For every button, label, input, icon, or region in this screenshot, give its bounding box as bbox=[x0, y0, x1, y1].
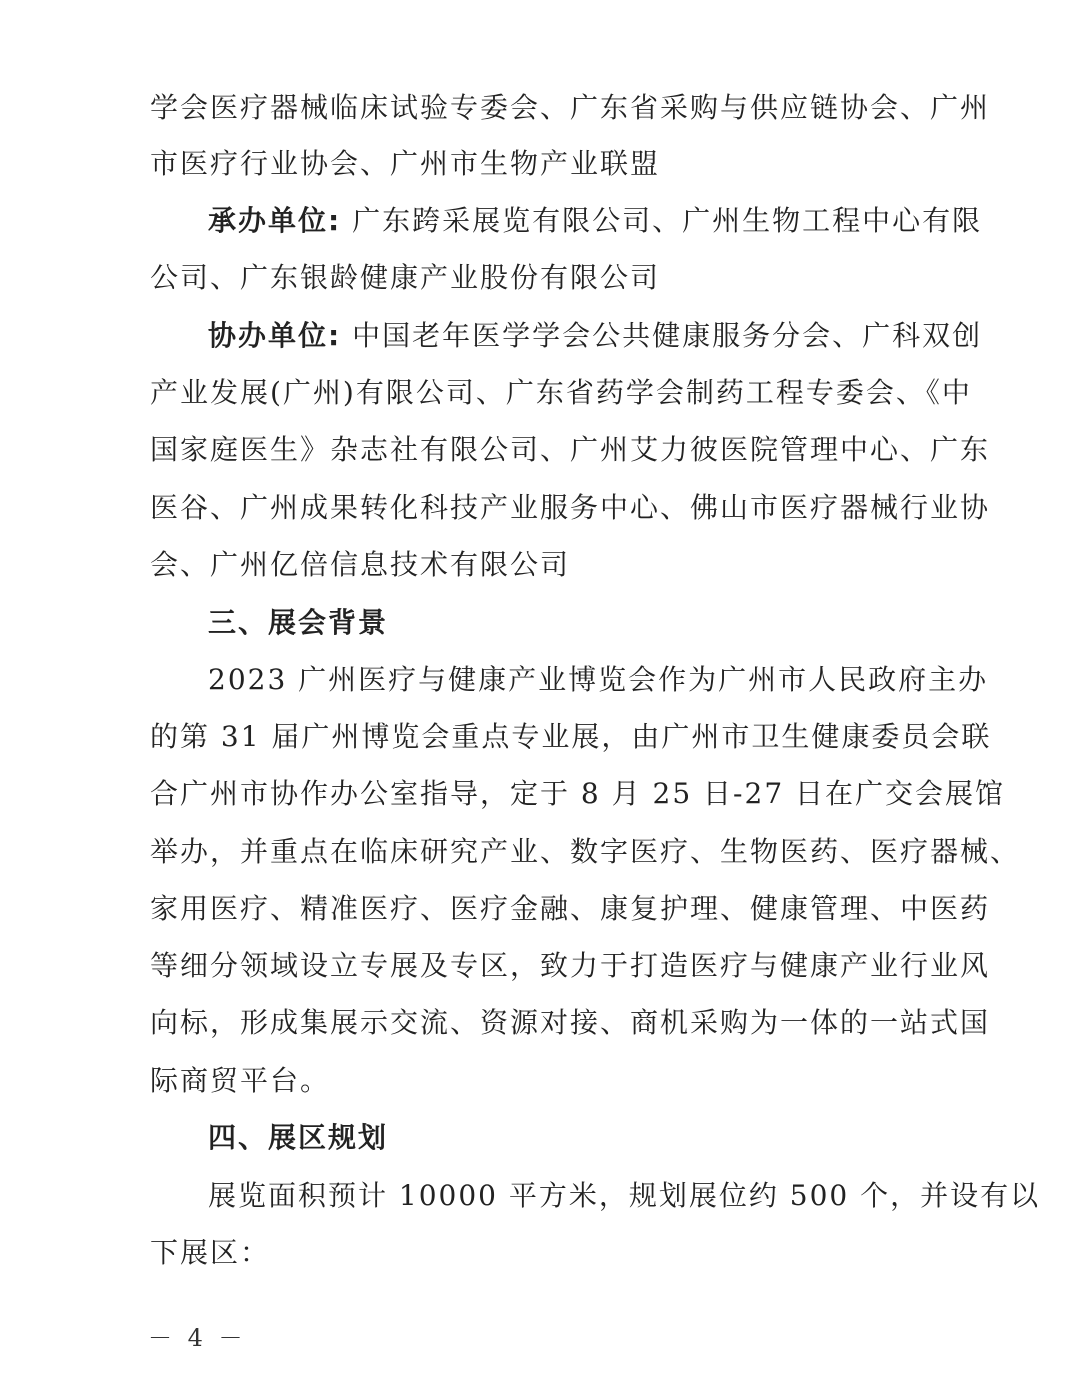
text-line: 举办，并重点在临床研究产业、数字医疗、生物医药、医疗器械、 bbox=[150, 835, 1021, 868]
text-line: 国家庭医生》杂志社有限公司、广州艾力彼医院管理中心、广东 bbox=[150, 433, 991, 466]
text-line: 会、广州亿倍信息技术有限公司 bbox=[150, 548, 571, 581]
organizer-label: 承办单位: bbox=[208, 204, 342, 237]
text-line: 产业发展(广州)有限公司、广东省药学会制药工程专委会、《中 bbox=[150, 376, 972, 409]
text-line: 展览面积预计 10000 平方米，规划展位约 500 个，并设有以 bbox=[208, 1179, 1041, 1212]
text-line: 等细分领域设立专展及专区，致力于打造医疗与健康产业行业风 bbox=[150, 949, 991, 982]
section-heading: 三、展会背景 bbox=[208, 606, 389, 639]
text-line: 的第 31 届广州博览会重点专业展，由广州市卫生健康委员会联 bbox=[150, 720, 992, 753]
text-line: 向标，形成集展示交流、资源对接、商机采购为一体的一站式国 bbox=[150, 1006, 991, 1039]
text-line: 学会医疗器械临床试验专委会、广东省采购与供应链协会、广州 bbox=[150, 91, 991, 124]
text-line: 下展区： bbox=[150, 1236, 271, 1269]
text-line: 际商贸平台。 bbox=[150, 1064, 331, 1097]
co-organizer-line bbox=[208, 316, 983, 356]
text-line: 市医疗行业协会、广州市生物产业联盟 bbox=[150, 147, 661, 180]
section-heading: 四、展区规划 bbox=[208, 1121, 389, 1154]
co-organizer-text: 中国老年医学学会公共健康服务分会、广科双创 bbox=[352, 319, 983, 352]
text-line: 2023 广州医疗与健康产业博览会作为广州市人民政府主办 bbox=[208, 663, 989, 696]
text-line: 合广州市协作办公室指导，定于 8 月 25 日-27 日在广交会展馆 bbox=[150, 777, 1006, 810]
text-line: 公司、广东银龄健康产业股份有限公司 bbox=[150, 261, 661, 294]
co-organizer-label: 协办单位: bbox=[208, 319, 342, 352]
text-line: 家用医疗、精准医疗、医疗金融、康复护理、健康管理、中医药 bbox=[150, 892, 991, 925]
organizer-line bbox=[208, 201, 983, 241]
text-line: 医谷、广州成果转化科技产业服务中心、佛山市医疗器械行业协 bbox=[150, 491, 991, 524]
organizer-text: 广东跨采展览有限公司、广州生物工程中心有限 bbox=[352, 204, 983, 237]
page-number: － 4 － bbox=[148, 1324, 247, 1352]
